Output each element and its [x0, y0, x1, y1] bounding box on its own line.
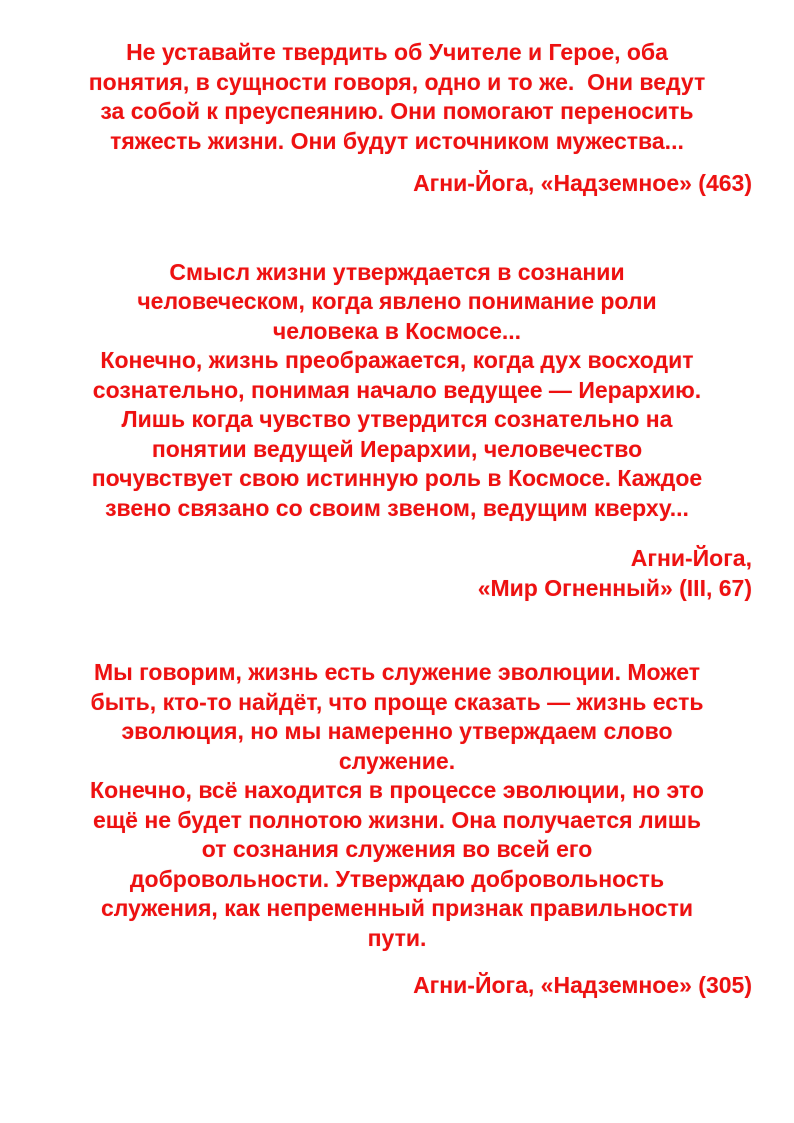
quote-block-1: [42, 38, 752, 156]
attribution-2-line-2: «Мир Огненный» (III, 67): [477, 574, 752, 601]
quote-1-line-4: тяжесть жизни. Они будут источником мужества...: [110, 127, 684, 154]
quote-2-line-8: почувствует свою истинную роль в Космосе. Каждое: [91, 465, 703, 491]
quote-2-line-2: человеческом, когда явлено понимание роли: [137, 288, 657, 314]
quote-3-line-10: пути.: [367, 924, 427, 951]
quote-3-line-2: быть, кто-то найдёт, что проще сказать — жизнь есть: [90, 688, 704, 715]
quote-3-line-7: от сознания служения во всей его: [201, 836, 593, 862]
quote-3-line-3: эволюция, но мы намеренно утверждаем слово: [121, 718, 673, 744]
quote-3-line-8: добровольности. Утверждаю добровольность: [129, 865, 665, 892]
quote-3-line-5: Конечно, всё находится в процессе эволюции, но это: [90, 777, 704, 803]
quote-2-line-7: понятии ведущей Иерархии, человечество: [151, 435, 643, 462]
quote-2-line-3: человека в Космосе...: [272, 317, 522, 344]
quote-2-line-1: Смысл жизни утверждается в сознании: [169, 258, 625, 285]
quote-attribution-3: [42, 971, 752, 1001]
quote-block-3: [42, 658, 752, 953]
attribution-2-line-1: Агни-Йога,: [630, 545, 752, 571]
quote-1-line-3: за собой к преуспеянию. Они помогают переносить: [100, 98, 694, 124]
quote-3-line-1: Мы говорим, жизнь есть служение эволюции. Может: [93, 659, 701, 685]
quote-1-line-1: Не уставайте твердить об Учителе и Герое, оба: [126, 39, 668, 65]
quote-3-line-9: служения, как непременный признак правильности: [101, 895, 693, 921]
quote-1-line-2: понятия, в сущности говоря, одно и то же. Они ведут: [88, 68, 706, 95]
quote-3-line-4: служение.: [338, 747, 456, 774]
quote-3-line-6: ещё не будет полнотою жизни. Она получается лишь: [92, 806, 702, 833]
quote-2-line-5: сознательно, понимая начало ведущее — Иерархию.: [92, 376, 702, 403]
quote-attribution-2: [42, 544, 752, 603]
attribution-1-line-1: Агни-Йога, «Надземное» (463): [413, 170, 752, 196]
quote-2-line-4: Конечно, жизнь преображается, когда дух восходит: [100, 347, 694, 373]
attribution-3-line-1: Агни-Йога, «Надземное» (305): [413, 972, 752, 998]
quote-2-line-6: Лишь когда чувство утвердится сознательно на: [121, 406, 673, 432]
quote-block-2: [42, 258, 752, 524]
quote-attribution-1: [42, 169, 752, 199]
quote-2-line-9: звено связано со своим звеном, ведущим кверху...: [105, 494, 689, 521]
